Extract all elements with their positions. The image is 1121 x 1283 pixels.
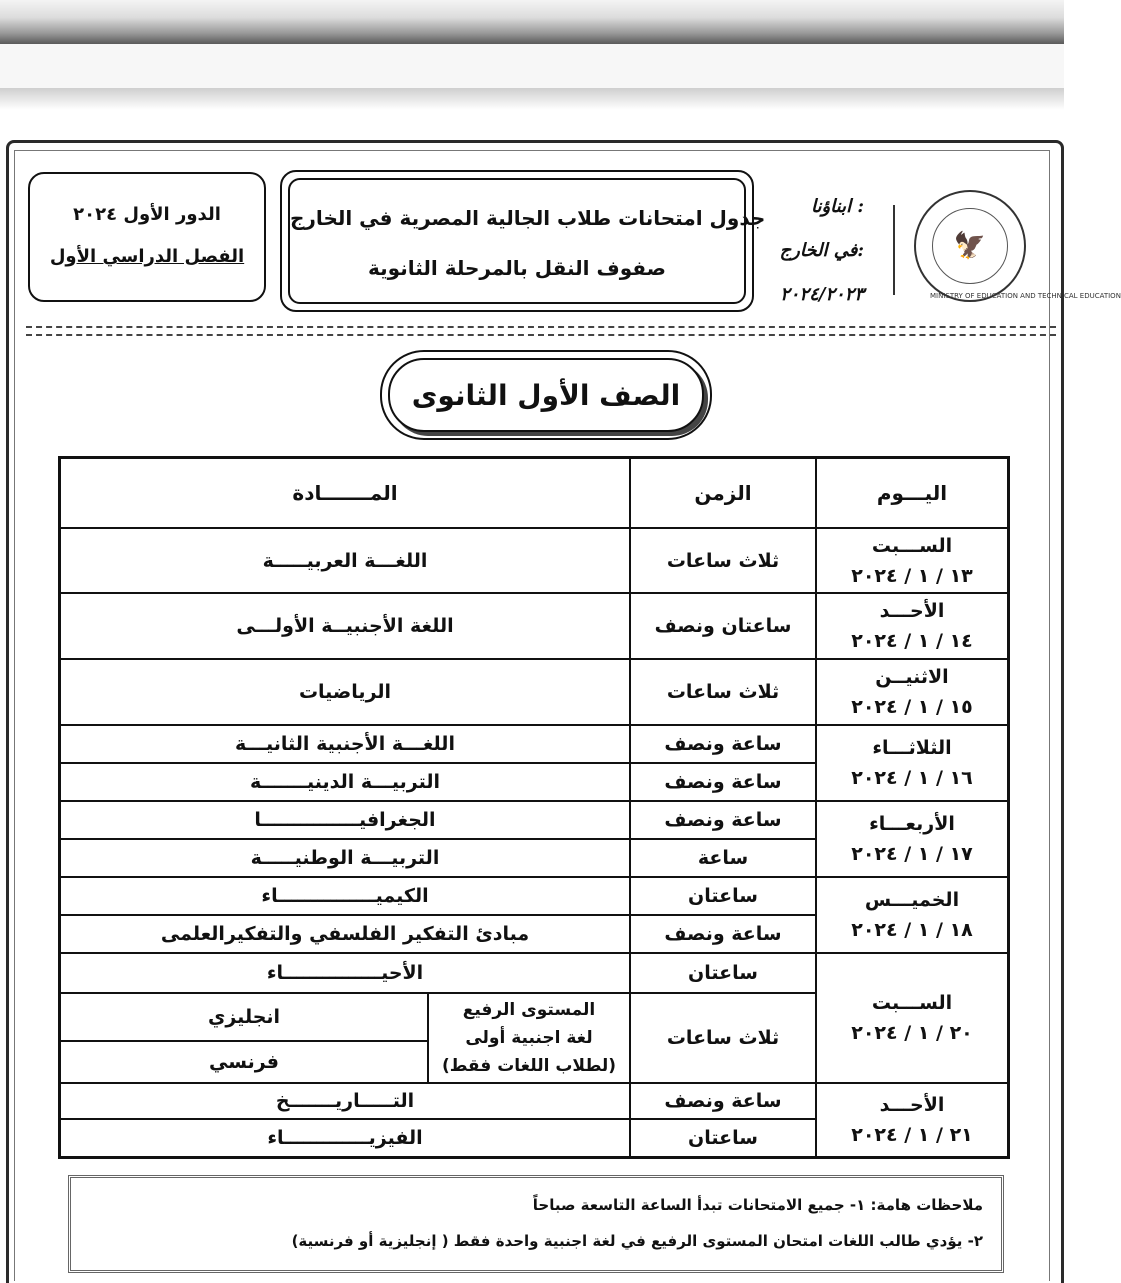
subject-cell: اللغـــة الأجنبية الثانيـــة xyxy=(60,725,631,763)
time-cell: ساعة ونصف xyxy=(630,915,816,953)
dashed-divider xyxy=(26,326,1056,328)
abroad-label-2: في الخارج: xyxy=(779,240,864,261)
time-cell: ساعة xyxy=(630,839,816,877)
subject-cell: الرياضيات xyxy=(60,659,631,725)
day-cell xyxy=(816,877,1009,953)
table-row xyxy=(60,1083,1009,1119)
header-time: الزمن xyxy=(630,458,816,529)
day-name: الســـبت xyxy=(871,534,953,557)
title-box xyxy=(288,178,766,304)
time-cell: ثلاث ساعات xyxy=(630,993,816,1083)
time-cell: ساعتان xyxy=(630,1119,816,1157)
advanced-label-3: (لطلاب اللغات فقط) xyxy=(441,1056,617,1076)
subject-cell: الجغرافيـــــــــــــــا xyxy=(60,801,631,839)
day-date: ١٣ / ١ / ٢٠٢٤ xyxy=(851,564,973,587)
notes-box xyxy=(68,1175,1004,1273)
document-title: جدول امتحانات طلاب الجالية المصرية في الخارج xyxy=(290,206,766,230)
day-name: الســـبت xyxy=(871,992,953,1014)
time-cell: ثلاث ساعات xyxy=(630,659,816,725)
day-date: ٢١ / ١ / ٢٠٢٤ xyxy=(851,1123,973,1146)
day-cell xyxy=(816,528,1009,593)
exam-term: الفصل الدراسي الأول xyxy=(49,246,245,267)
day-date: ١٥ / ١ / ٢٠٢٤ xyxy=(851,696,973,718)
table-row xyxy=(60,877,1009,915)
table-row xyxy=(60,593,1009,659)
subject-cell: الأحيـــــــــــــــاء xyxy=(60,953,631,993)
scan-top-edge xyxy=(0,0,1064,44)
note-2: ٢- يؤدي طالب اللغات امتحان المستوى الرفيع في لغة اجنبية واحدة فقط ( إنجليزية أو فرنسية) xyxy=(291,1232,983,1250)
subject-cell: مبادئ التفكير الفلسفي والتفكيرالعلمى xyxy=(60,915,631,953)
day-date: ١٤ / ١ / ٢٠٢٤ xyxy=(851,630,973,652)
day-name: الثلاثـــاء xyxy=(872,737,952,759)
subject-cell: اللغة الأجنبيــة الأولـــى xyxy=(60,593,631,659)
table-row xyxy=(60,725,1009,763)
time-cell: ساعة ونصف xyxy=(630,801,816,839)
day-cell xyxy=(816,725,1009,801)
exam-round: الدور الأول ٢٠٢٤ xyxy=(73,204,221,225)
dashed-divider-2 xyxy=(26,334,1056,336)
time-cell: ساعتان ونصف xyxy=(630,593,816,659)
abroad-label-1: ابناؤنا : xyxy=(810,196,864,217)
advanced-level-cell xyxy=(428,993,630,1083)
day-date: ٢٠ / ١ / ٢٠٢٤ xyxy=(851,1022,973,1044)
day-cell xyxy=(816,593,1009,659)
table-row xyxy=(60,528,1009,593)
advanced-label-2: لغة اجنبية أولى xyxy=(465,1028,593,1048)
day-name: الأحـــد xyxy=(879,1093,945,1116)
eagle-emblem-icon: 🦅 xyxy=(932,208,1008,284)
subject-cell: التربيـــة الدينيـــــــة xyxy=(60,763,631,801)
round-box xyxy=(28,172,266,302)
day-cell xyxy=(816,953,1009,1083)
header-subject: المـــــــادة xyxy=(60,458,631,529)
logo-text: MINISTRY OF EDUCATION AND TECHNICAL EDUCATION xyxy=(930,292,1121,300)
day-name: الاثنيــن xyxy=(875,666,949,688)
day-date: ١٧ / ١ / ٢٠٢٤ xyxy=(851,843,973,865)
table-header-row xyxy=(60,458,1009,529)
subject-cell: التربيـــة الوطنيـــــة xyxy=(60,839,631,877)
table-row xyxy=(60,953,1009,993)
day-cell xyxy=(816,1083,1009,1157)
header-day: اليـــوم xyxy=(816,458,1009,529)
time-cell: ساعة ونصف xyxy=(630,725,816,763)
subject-cell: اللغـــة العربيـــــة xyxy=(60,528,631,593)
time-cell: ساعتان xyxy=(630,953,816,993)
subject-cell: فرنسي xyxy=(60,1041,429,1083)
scan-separator xyxy=(0,88,1064,110)
day-cell xyxy=(816,801,1009,877)
day-date: ١٨ / ١ / ٢٠٢٤ xyxy=(851,919,973,941)
ministry-logo xyxy=(914,190,1026,302)
table-row xyxy=(60,801,1009,839)
day-name: الأحـــد xyxy=(879,600,945,622)
time-cell: ساعتان xyxy=(630,877,816,915)
day-name: الأربعـــاء xyxy=(869,813,955,835)
note-1: ملاحظات هامة: ١- جميع الامتحانات تبدأ الساعة التاسعة صباحاً xyxy=(532,1196,983,1214)
subject-cell: انجليزي xyxy=(60,993,429,1041)
time-cell: ساعة ونصف xyxy=(630,1083,816,1119)
day-cell xyxy=(816,659,1009,725)
exam-schedule-table xyxy=(58,456,1010,1159)
time-cell: ساعة ونصف xyxy=(630,763,816,801)
scan-margin xyxy=(0,44,1064,88)
table-row xyxy=(60,659,1009,725)
header-divider xyxy=(893,205,895,295)
academic-year: ٢٠٢٤/٢٠٢٣ xyxy=(780,284,864,305)
subject-cell: الفيزيـــــــــــــاء xyxy=(60,1119,631,1157)
document-subtitle: صفوف النقل بالمرحلة الثانوية xyxy=(368,256,666,280)
time-cell: ثلاث ساعات xyxy=(630,528,816,593)
day-name: الخميـــس xyxy=(864,889,960,911)
grade-title: الصف الأول الثانوى xyxy=(388,358,704,432)
advanced-label-1: المستوى الرفيع xyxy=(462,1000,596,1020)
subject-cell: التـــــاريـــــــخ xyxy=(60,1083,631,1119)
subject-cell: الكيميـــــــــــــــاء xyxy=(60,877,631,915)
day-date: ١٦ / ١ / ٢٠٢٤ xyxy=(851,767,973,789)
